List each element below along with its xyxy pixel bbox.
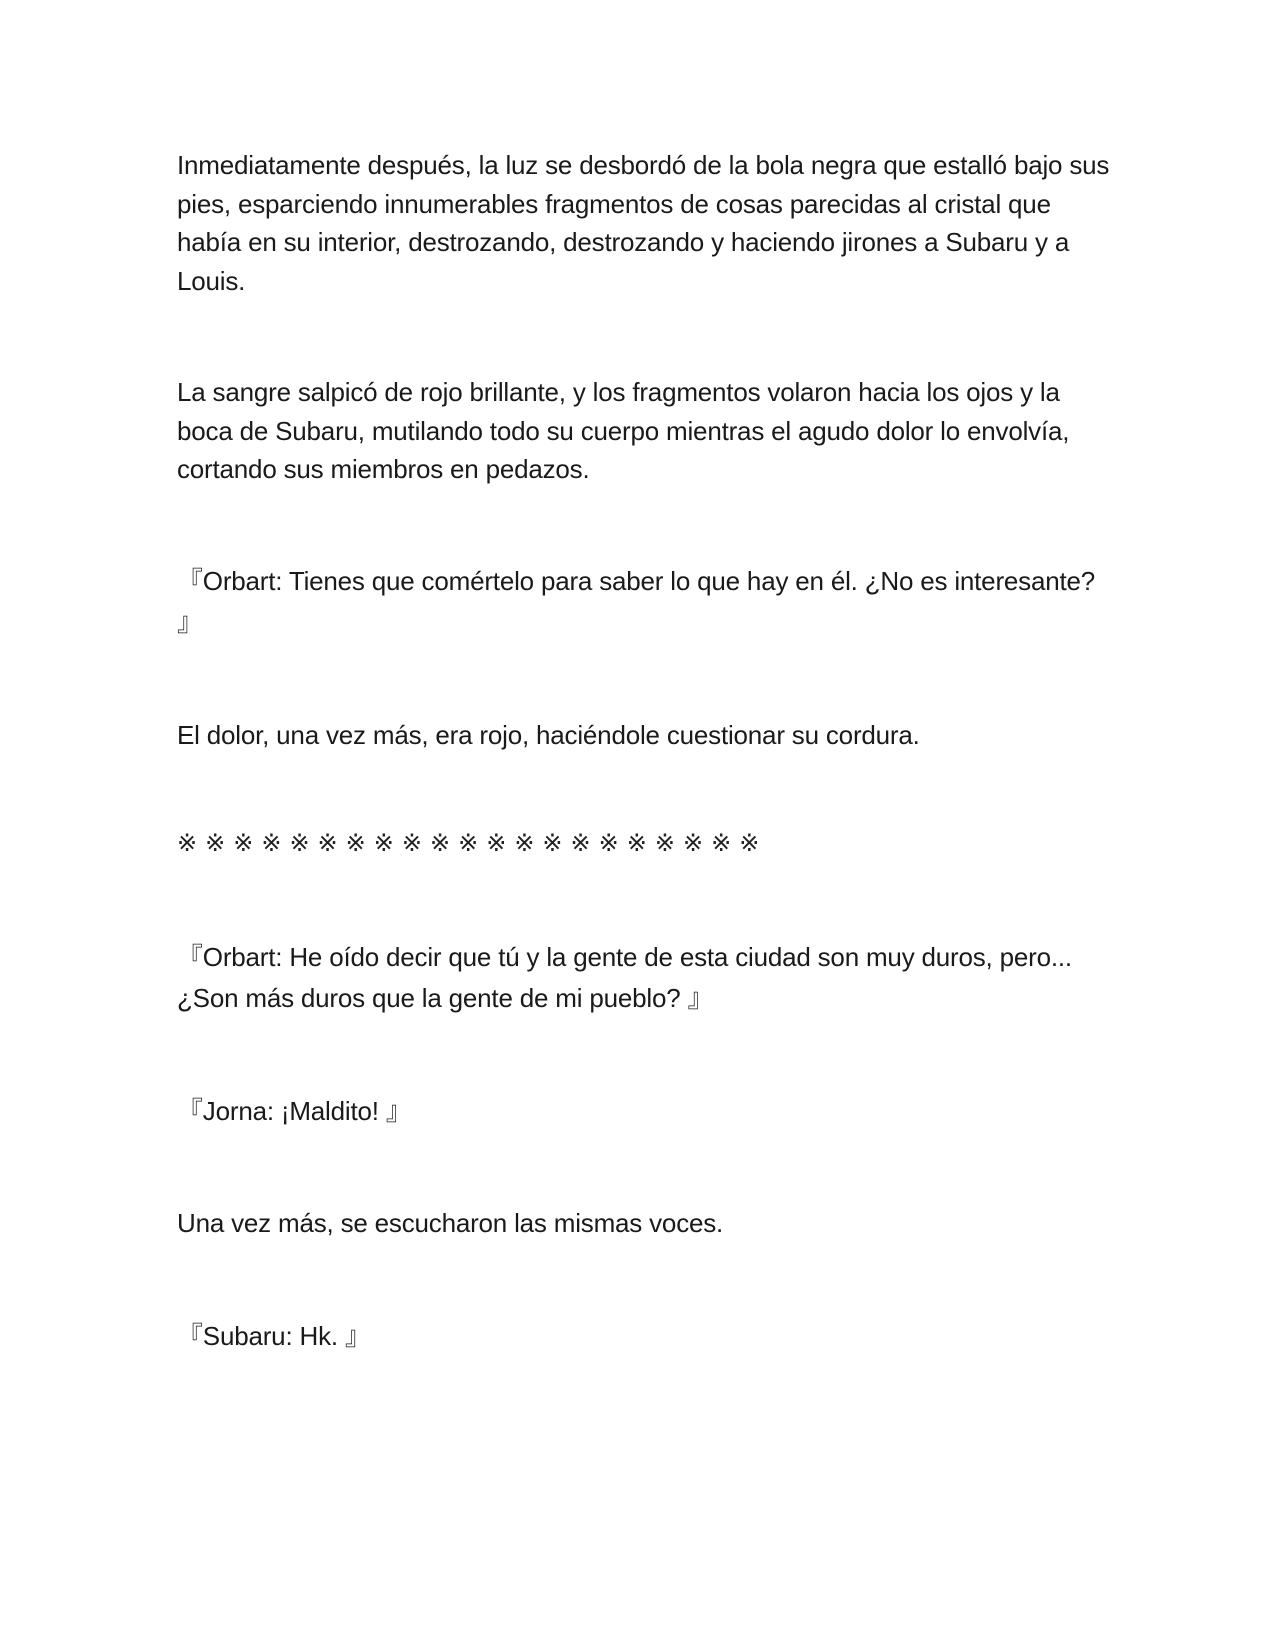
dialogue-orbart: 『Orbart: He oído decir que tú y la gente de esta ciudad son muy duros, pero... ¿Son más duros que la gente de mi pueblo? 』 — [177, 942, 1072, 1013]
narration-paragraph: El dolor, una vez más, era rojo, haciéndole cuestionar su cordura. — [177, 720, 920, 750]
dialogue-jorna: 『Jorna: ¡Maldito! 』 — [177, 1096, 412, 1126]
scene-separator: ※※※※※※※※※※※※※※※※※※※※※ — [177, 829, 768, 857]
dialogue-subaru: 『Subaru: Hk. 』 — [177, 1321, 371, 1351]
narration-paragraph: La sangre salpicó de rojo brillante, y los fragmentos volaron hacia los ojos y la boca de Subaru, mutilando todo su cuerpo mientras el agudo dolor lo envolvía, cortando sus miembros en pedazos. — [177, 377, 1070, 484]
dialogue-orbart: 『Orbart: Tienes que comértelo para saber lo que hay en él. ¿No es interesante? 』 — [177, 566, 1096, 637]
narration-paragraph: Inmediatamente después, la luz se desbordó de la bola negra que estalló bajo sus pies, esparciendo innumerables fragmentos de cosas parecidas al cristal que había en su interior, destrozando, destrozando y haciendo jirones a Subaru y a Louis. — [177, 150, 1110, 296]
narration-paragraph: Una vez más, se escucharon las mismas voces. — [177, 1208, 724, 1238]
